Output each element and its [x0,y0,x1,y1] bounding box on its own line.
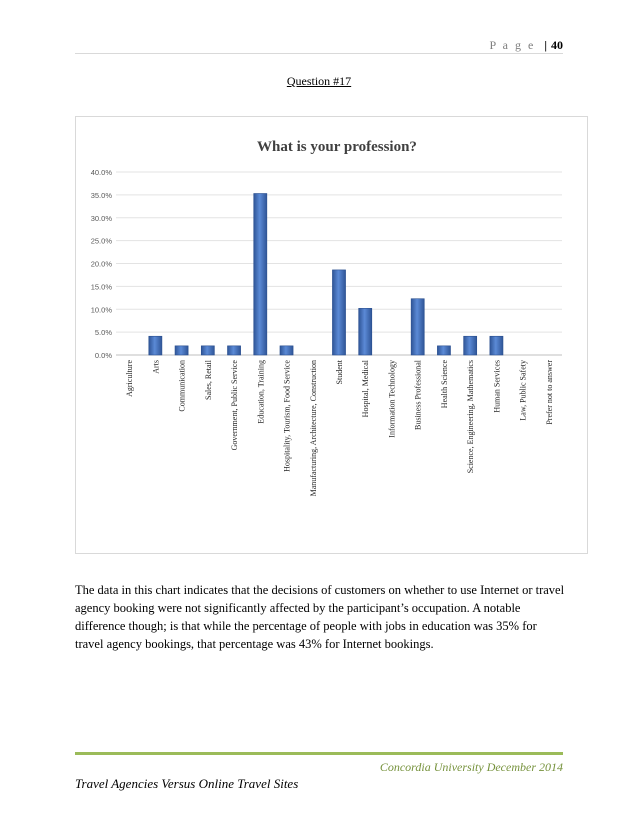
x-tick-label: Health Science [439,360,449,409]
y-tick-label: 25.0% [90,236,112,246]
y-tick-label: 20.0% [90,259,112,269]
x-tick-label: Business Professional [413,360,423,430]
page-number: P a g e | 40 [489,38,563,52]
body-paragraph: The data in this chart indicates that the decisions of customers on whether to use Internet or travel agency booking were not significantly affected by the participant’s occupation. A notable difference though; is that while the percentage of people with jobs in education was 35% for travel agency bookings, that percentage was 43% for Internet bookings. [75,583,565,651]
y-tick-label: 0.0% [94,351,112,360]
x-tick-label: Communication [177,360,187,412]
x-tick-label: Science, Engineering, Mathematics [466,360,476,474]
y-tick-label: 10.0% [90,305,112,315]
bar-student [332,270,345,355]
bar-education-training [254,194,267,355]
bar-science-engineering-mathematics [464,336,477,355]
bar-health-science [437,346,450,355]
footer-university: Concordia University December 2014 [379,760,563,774]
y-tick-label: 15.0% [90,282,112,292]
bar-communication [175,346,188,355]
bar-hospitality-tourism-food-service [280,346,293,355]
x-tick-label: Hospital, Medical [361,360,371,418]
bar-business-professional [411,299,424,355]
y-tick-label: 5.0% [94,328,112,338]
bar-hospital-medical [359,308,372,355]
x-tick-label: Government, Public Service [230,360,240,451]
x-tick-label: Prefer not to answer [544,359,554,425]
page-label: P a g e [489,38,536,52]
x-tick-label: Hospitality, Tourism, Food Service [282,360,292,472]
question-heading: Question #17 [286,74,352,88]
x-tick-label: Education, Training [256,360,266,424]
bar-sales-retail [201,346,214,355]
x-tick-label: Human Services [492,360,502,413]
y-tick-label: 30.0% [90,213,112,223]
y-tick-label: 40.0% [90,168,112,177]
x-tick-label: Information Technology [387,360,397,438]
chart-title: What is your profession? [257,139,417,155]
x-tick-label: Arts [151,360,161,374]
x-tick-label: Agriculture [125,360,135,397]
bar-government-public-service [228,346,241,355]
bar-human-services [490,336,503,355]
footer-doc-title: Travel Agencies Versus Online Travel Sites [75,776,299,791]
profession-bar-chart [76,117,587,553]
x-tick-label: Student [335,360,344,385]
chart-frame [75,116,588,554]
y-tick-label: 35.0% [90,190,112,200]
header-rule [75,53,563,54]
x-tick-label: Manufacturing, Architecture, Construction [308,360,318,497]
bar-arts [149,336,162,355]
footer-rule [75,752,563,755]
x-tick-label: Law, Public Safety [518,360,528,421]
page-number-value: 40 [551,38,563,52]
x-tick-label: Sales, Retail [203,360,213,400]
